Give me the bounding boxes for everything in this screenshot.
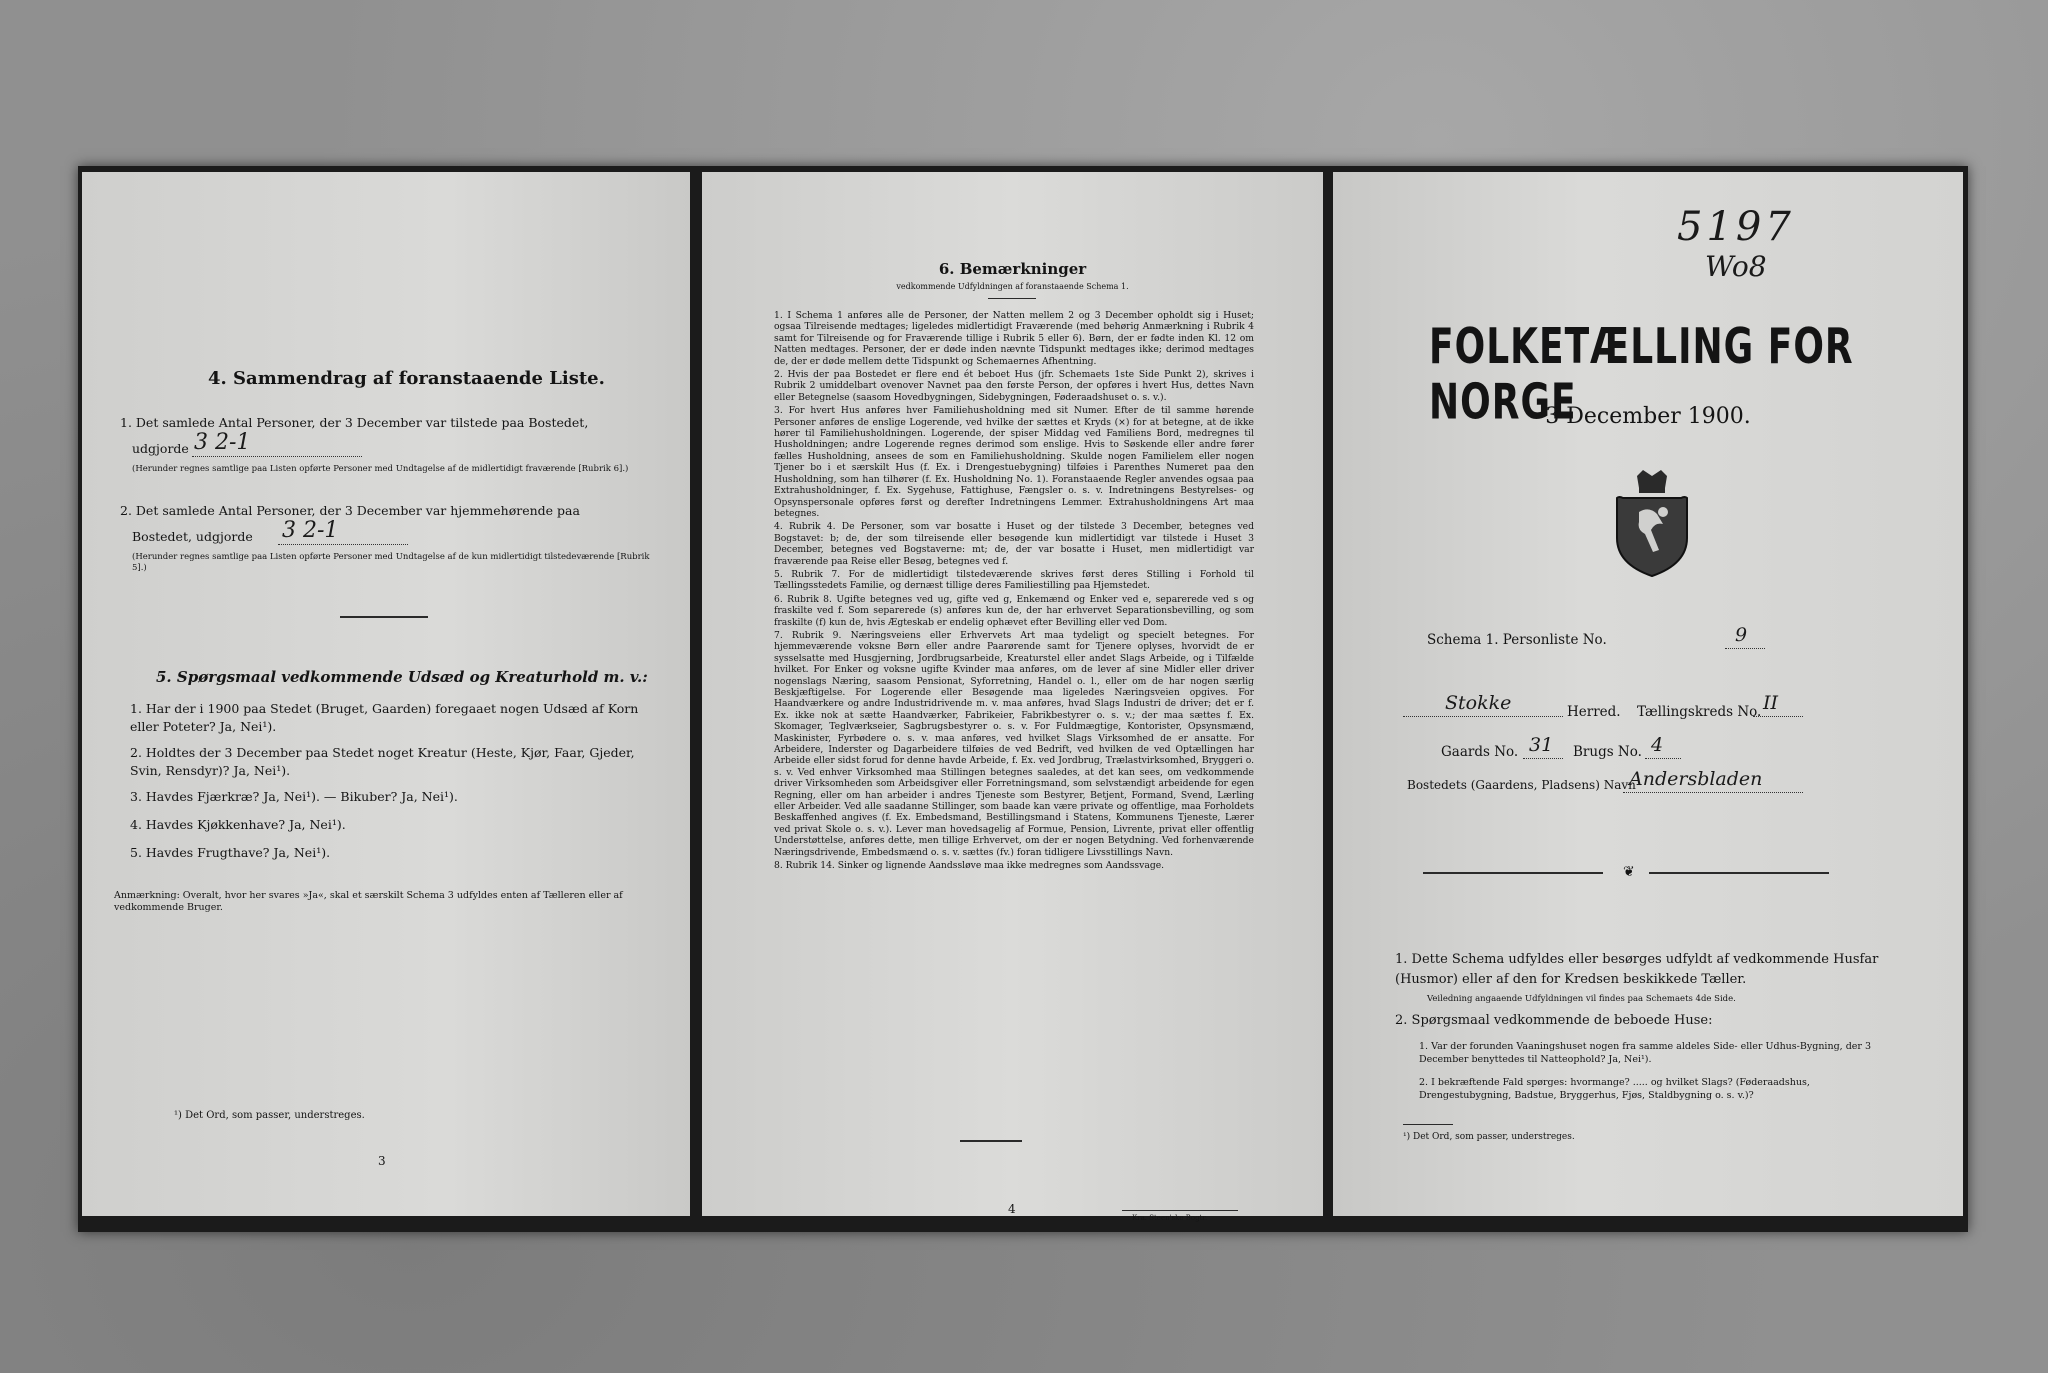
brugs-label: Brugs No. (1573, 744, 1642, 760)
summary-item-1-line (192, 456, 362, 457)
coat-of-arms-icon (1609, 468, 1695, 578)
page-remarks (702, 172, 1323, 1222)
herred-line (1403, 716, 1563, 717)
ornament-icon: ❦ (1623, 864, 1635, 880)
remark-item: 3. For hvert Hus anføres hver Familiehusholdning med sit Numer. Efter de til samme hørende Personer anføres de enslige Logerende, ved hvilke der sættes et Kryds (×) for at betegne, at de ikke hører til Familiehusholdningen. Logerende, der spiser Middag ved Familiens Bord, medregnes til Husholdningen; andre Logerende regnes derimod som enslige. Hvis to Søskende eller andre fører fælles Husholdning, ansees de som en Familiehusholdning. Skulde nogen Familielem eller nogen Tjener bo i et særskilt Hus (f. Ex. i Drengestuebygning) tilføies i Parenthes Numeret paa den Husholdning, som han tilhører (f. Ex. Husholdning No. 1). Foranstaaende Regler anvendes ogsaa paa Extrahusholdninger, f. Ex. Sygehuse, Fattighuse, Fængsler o. s. v. Indretningens Bestyrelses- og Opsynspersonale opføres først og derefter Indretningens Lemmer. Extrahusholdningens Art maa betegnes. (774, 405, 1254, 519)
question-2: 2. Holdtes der 3 December paa Stedet noget Kreatur (Heste, Kjør, Faar, Gjeder, Svin, Rensdyr)? Ja, Nei¹). (130, 745, 635, 778)
questions-heading: 5. Spørgsmaal vedkommende Udsæd og Kreaturhold m. v.: (156, 668, 648, 686)
archive-sub: Wo8 (1705, 250, 1767, 283)
page-number: 3 (378, 1154, 386, 1168)
summary-item-1-prefix: udgjorde (132, 441, 189, 456)
remark-item: 1. I Schema 1 anføres alle de Personer, der Natten mellem 2 og 3 December opholdt sig i Huset; ogsaa Tilreisende medtages; ligeledes midlertidigt Fraværende (med behørig Anmærkning i Rubrik 4 samt for Tilreisende og for Fraværende tillige i Rubrik 5 eller 6). Børn, der er fødte inden Kl. 12 om Natten medtages. Personer, der er døde inden nævnte Tidspunkt medtages ikke; derimod medtages de, der er døde mellem dette Tidspunkt og Schemaernes Afhentning. (774, 310, 1254, 367)
remarks-subheading: vedkommende Udfyldningen af foranstaaende Schema 1. (896, 282, 1129, 291)
ornament-line-right (1649, 872, 1829, 874)
page-cover (1333, 172, 1963, 1216)
page-number: 4 (1008, 1202, 1016, 1216)
question-4: 4. Havdes Kjøkkenhave? Ja, Nei¹). (130, 817, 346, 832)
summary-item-2-note: (Herunder regnes samtlige paa Listen opførte Personer med Undtagelse af de kun midlertidigt tilstedeværende [Rubrik 5].) (132, 552, 650, 573)
remark-item: 6. Rubrik 8. Ugifte betegnes ved ug, gifte ved g, Enkemænd og Enker ved e, separerede ved s og fraskilte ved f. Som separerede (s) anføres kun de, der har erhvervet Separationsbevilling, og som fraskilte (f) kun de, hvis Ægteskab er endelig ophævet efter Bevilling eller ved Dom. (774, 593, 1254, 628)
summary-item-1-value: 3 2-1 (194, 430, 251, 455)
brugs-value: 4 (1651, 734, 1664, 756)
footnote-divider (1403, 1124, 1453, 1125)
remark-item: 7. Rubrik 9. Næringsveiens eller Erhvervets Art maa tydeligt og specielt betegnes. For hjemmeværende voksne Børn eller andre Paarørende samt for Tjenere oplyses, hvorvidt de er sysselsatte med Husgjerning, Jordbrugsarbeide, Kreaturstel eller andet Slags Arbeide, og i Tilfælde hvilket. For Enker og voksne ugifte Kvinder maa anføres, om de lever af sine Midler eller driver nogenslags Næring, saasom Pensionat, Syforretning, Handel o. l., eller om de har nogen særlig Beskjæftigelse. For Logerende eller Besøgende maa ligeledes Næringsveien opgives. For Haandværkere og andre Industridrivende m. v. maa anføres, hvad Slags Industri de driver; det er f. Ex. ikke nok at sætte Haandværker, Fabrikeier, Fabrikbestyrer o. s. v.; der maa sættes f. Ex. Skomager, Teglværkseier, Sagbrugsbestyrer o. s. v. For Fuldmægtige, Kontorister, Opsynsmænd, Maskinister, Fyrbødere o. s. v. maa anføres, ved hvilket Slags Virksomhed de er ansatte. For Arbeidere, Inderster og Dagarbeidere tilføies de ved Bedrift, ved hvilken de ved Optællingen har Arbeide eller sidst forud for denne havde Arbeide, f. Ex. ved Jordbrug, Trælastvirksomhed, Bryggeri o. s. v. Ved enhver Virksomhed maa Stillingen betegnes saaledes, at det kan sees, om vedkommende driver Virksomheden som Arbeidsgiver eller Forretningsmand, som selvstændigt arbeidende for egen Regning, eller om han arbeider i andres Tjeneste som Bestyrer, Betjent, Formand, Svend, Lærling eller Arbeider. Ved alle saadanne Stillinger, som baade kan være private og offentlige, maa Forholdets Beskaffenhed angives (f. Ex. Embedsmand, Bestillingsmand i Statens, Kommunens Tjeneste, Lærer ved privat Skole o. s. v.). Lever man hovedsagelig af Formue, Pension, Livrente, privat eller offentlig Understøttelse, anføres dette, men tillige Erhvervet, om der er nogen Betydning. Ved forhenværende Næringsdrivende, Embedsmænd o. s. v. sættes (fv.) foran tidligere Livsstillings Navn. (774, 629, 1254, 858)
herred-label: Herred. (1567, 704, 1621, 720)
bosted-line (1623, 792, 1803, 793)
instruction-2: 2. Spørgsmaal vedkommende de beboede Huse: (1395, 1013, 1713, 1028)
remarks-list (774, 310, 1254, 874)
remark-item: 2. Hvis der paa Bostedet er flere end ét beboet Hus (jfr. Schemaets 1ste Side Punkt 2), skrives i Rubrik 2 umiddelbart ovenover Navnet paa den første Person, der opføres i hvert Hus, dettes Navn eller Betegnelse (saasom Hovedbygningen, Sidebygningen, Føderaadshuset o. s. v.). (774, 369, 1254, 403)
printer-line (1122, 1210, 1238, 1211)
bosted-label: Bostedets (Gaardens, Pladsens) Navn (1407, 778, 1636, 792)
instruction-2-q1: 1. Var der forunden Vaaningshuset nogen fra samme aldeles Side- eller Udhus-Bygning, der 3 December benyttedes til Natteophold? Ja, Nei¹). (1419, 1041, 1872, 1065)
summary-item-2-value: 3 2-1 (282, 518, 339, 543)
document-title: FOLKETÆLLING FOR NORGE (1429, 320, 1854, 431)
schema-number-line (1725, 648, 1765, 649)
printer-name: Kra. Steen'ske Bogtr. (1132, 1214, 1208, 1222)
schema-number: 9 (1735, 624, 1748, 646)
summary-item-1: 1. Det samlede Antal Personer, der 3 December var tilstede paa Bostedet, (120, 415, 589, 430)
gaards-value: 31 (1529, 734, 1554, 756)
remark-item: 5. Rubrik 7. For de midlertidigt tilstedeværende skrives først deres Stilling i Forhold til Tællingsstedets Familie, og dernæst tillige deres Familiestilling paa Hjemstedet. (774, 568, 1254, 592)
summary-heading: 4. Sammendrag af foranstaaende Liste. (208, 368, 605, 389)
page-summary (82, 172, 690, 1216)
divider (340, 616, 428, 618)
summary-item-2-line (278, 544, 408, 545)
bosted-value: Andersbladen (1629, 768, 1763, 790)
kreds-line (1753, 716, 1803, 717)
kreds-value: II (1763, 692, 1779, 714)
question-5: 5. Havdes Frugthave? Ja, Nei¹). (130, 845, 331, 860)
question-3: 3. Havdes Fjærkræ? Ja, Nei¹). — Bikuber? Ja, Nei¹). (130, 789, 458, 804)
instruction-1-note: Veiledning angaaende Udfyldningen vil findes paa Schemaets 4de Side. (1427, 994, 1736, 1004)
bottom-divider (960, 1140, 1022, 1142)
instruction-1: 1. Dette Schema udfyldes eller besørges udfyldt af vedkommende Husfar (Husmor) eller af den for Kredsen beskikkede Tæller. (1395, 952, 1879, 987)
instruction-2-q2: 2. I bekræftende Fald spørges: hvormange? ..... og hvilket Slags? (Føderaadshus, Drengestubygning, Badstue, Bryggerhus, Fjøs, Staldbygning o. s. v.)? (1419, 1077, 1810, 1101)
schema-label: Schema 1. Personliste No. (1427, 632, 1607, 648)
kreds-label: Tællingskreds No. (1637, 704, 1762, 720)
remark-note: Anmærkning: Overalt, hvor her svares »Ja«, skal et særskilt Schema 3 udfyldes enten af Tælleren eller af vedkommende Bruger. (114, 890, 623, 913)
remarks-heading: 6. Bemærkninger (938, 260, 1087, 278)
brugs-line (1645, 758, 1681, 759)
remark-item: 8. Rubrik 14. Sinker og lignende Aandssløve maa ikke medregnes som Aandssvage. (774, 860, 1165, 872)
footnote: ¹) Det Ord, som passer, understreges. (174, 1110, 365, 1121)
remark-item: 4. Rubrik 4. De Personer, som var bosatte i Huset og der tilstede 3 December, betegnes ved Bogstavet: b; de, der som tilreisende eller besøgende kun midlertidigt var tilstede i Huset 3 December, betegnes ved Bogstaverne: mt; de, der var bosatte i Huset, men midlertidigt var fraværende paa Reise eller Besøg, betegnes ved f. (774, 521, 1254, 567)
summary-item-1-note: (Herunder regnes samtlige paa Listen opførte Personer med Undtagelse af de midlertidigt fraværende [Rubrik 6].) (132, 464, 629, 474)
summary-item-2-prefix: Bostedet, udgjorde (132, 529, 253, 544)
footnote: ¹) Det Ord, som passer, understreges. (1403, 1132, 1575, 1142)
ornament-line-left (1423, 872, 1603, 874)
archive-number: 5197 (1677, 204, 1795, 250)
question-1: 1. Har der i 1900 paa Stedet (Bruget, Gaarden) foregaaet nogen Udsæd af Korn eller Poteter? Ja, Nei¹). (130, 701, 639, 734)
gaards-line (1523, 758, 1563, 759)
document-date: 3 December 1900. (1545, 404, 1751, 429)
herred-value: Stokke (1445, 692, 1512, 714)
gaards-label: Gaards No. (1441, 744, 1519, 760)
summary-item-2: 2. Det samlede Antal Personer, der 3 December var hjemmehørende paa (120, 503, 580, 518)
remarks-divider (988, 298, 1036, 299)
